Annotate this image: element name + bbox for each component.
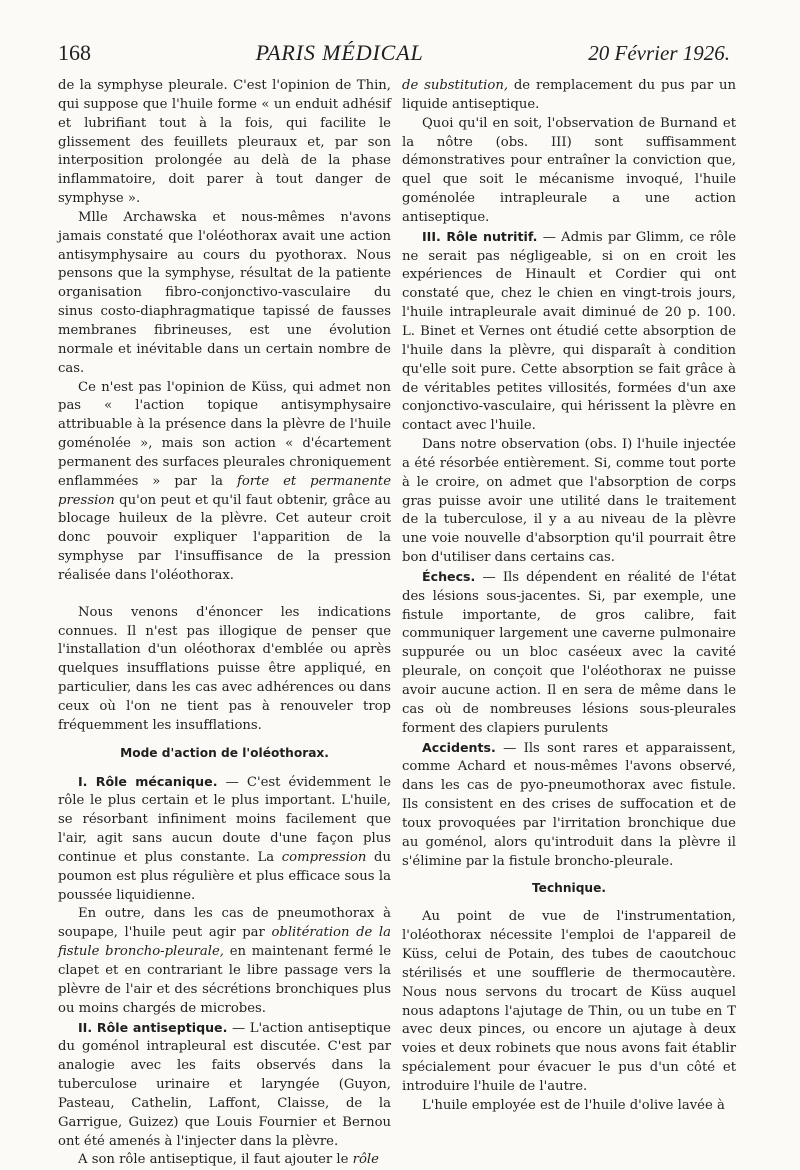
run-in-heading: III. Rôle nutritif. bbox=[422, 228, 538, 244]
paragraph bbox=[58, 905, 391, 1018]
running-header bbox=[58, 38, 730, 68]
paragraph: de la symphyse pleurale. C'est l'opinion de Thin, qui suppose que l'huile forme « un enduit adhésif et lubrifiant tout à la fois, qui facilite le glissement des feuillets pleuraux et, par son interposition prolongée au delà de la phase inflammatoire, doit parer à tout danger de symphyse ». bbox=[58, 78, 391, 207]
paragraph bbox=[402, 228, 736, 436]
text-run: du poumon est plus régulière et plus efficace sous la poussée liquidienne. bbox=[58, 849, 391, 903]
paragraph: Au point de vue de l'instrumentation, l'oléothorax nécessite l'emploi de l'appareil de Küss, celui de Potain, des tubes de caoutchouc stérilisés et une soufflerie de thermocautère. Nous nous servons du trocart de Küss auquel nous adaptons l'ajutage de Thin, ou un tube en T avec deux pinces, ou encore un ajutage à deux voies et deux robinets que nous avons fait établir spécialement pour évacuer le pus d'un côté et introduire l'huile de l'autre. bbox=[402, 909, 736, 1094]
paragraph bbox=[402, 739, 736, 872]
paragraph: Quoi qu'il en soit, l'observation de Burnand et la nôtre (obs. III) sont suffisamment démonstratives pour entraîner la conviction que, quel que soit le mécanisme invoqué, l'huile goménolée intrapleurale a une action antiseptique. bbox=[402, 115, 736, 225]
text-run: — C'est évidemment le rôle le plus certain et le plus important. L'huile, se résorbant infiniment moins facilement que l'air, agit sans aucun doute d'une façon plus continue et plus constante. La bbox=[58, 774, 391, 865]
paragraph bbox=[402, 77, 736, 115]
run-in-heading: Accidents. bbox=[422, 739, 496, 755]
text-run: Ce n'est pas l'opinion de Küss, qui admet non pas « l'action topique antisymphysaire attribuable à la présence dans la plèvre de l'huile goménolée », mais son action « d'écartement permanent des surfaces pleurales chroniquement enflammées » par la bbox=[58, 379, 391, 489]
paragraph bbox=[58, 773, 391, 906]
left-column bbox=[58, 77, 391, 1170]
issue-date: 20 Février 1926. bbox=[588, 40, 730, 65]
text-run: En outre, dans les cas de pneumothorax à soupape, l'huile peut agir par bbox=[58, 906, 391, 941]
paragraph bbox=[58, 1151, 391, 1170]
right-column bbox=[402, 77, 736, 1116]
paragraph bbox=[58, 1019, 391, 1152]
run-in-heading: Échecs. bbox=[422, 568, 476, 584]
paragraph: Mlle Archawska et nous-mêmes n'avons jamais constaté que l'oléothorax avait une action antisymphysaire au cours du pyothorax. Nous pensons que la symphyse, résultat de la patiente organisation fibro-conjonctivo-vasculaire du sinus costo-diaphragmatique tapissé de fausses membranes fibrineuses, est une évolution normale et inévitable dans un certain nombre de cas. bbox=[58, 209, 391, 376]
paragraph: Nous venons d'énoncer les indications connues. Il n'est pas illogique de penser que l'installation d'un oléothorax d'emblée ou après quelques insufflations puisse être appliqué, en particulier, dans les cas avec adhérences ou dans ceux où l'on ne tient pas à renouveler trop fréquemment les insufflations. bbox=[58, 604, 391, 733]
italic-text: rôle bbox=[352, 1152, 379, 1168]
text-run: en maintenant fermé le clapet et en contrariant le libre passage vers la plèvre de l'air et des sécrétions bronchiques plus ou moins chargés de microbes. bbox=[58, 944, 391, 1016]
text-run: qu'on peut et qu'il faut obtenir, grâce au blocage huileux de la plèvre. Cet auteur croit donc pouvoir expliquer l'apparition de la symphyse par l'insuffisance de la pression réalisée dans l'oléothorax. bbox=[58, 492, 391, 583]
spacer bbox=[58, 586, 391, 604]
journal-title: PARIS MÉDICAL bbox=[255, 40, 424, 65]
text-run: — Ils dépendent en réalité de l'état des lésions sous-jacentes. Si, par exemple, une fistule importante, de gros calibre, fait communiquer largement une caverne pulmonaire suppurée ou un bloc caséeux avec la cavité pleurale, on conçoit que l'oléothorax ne puisse avoir aucune action. Il en sera de même dans le cas où de nombreuses lésions sous-pleurales forment des clapiers purulents bbox=[402, 569, 736, 736]
text-run: — L'action antiseptique du goménol intrapleural est discutée. C'est par analogie avec les faits observés dans la tuberculose urinaire et laryngée (Guyon, Pasteau, Cathelin, Laffont, Claisse, de la Garrigue, Guizez) que Louis Fournier et Bernou ont été amenés à l'injecter dans la plèvre. bbox=[58, 1020, 391, 1149]
italic-text: forte et permanente pression bbox=[58, 473, 391, 508]
paragraph bbox=[58, 379, 391, 586]
italic-text: de substitution, bbox=[402, 78, 509, 93]
text-run: — Admis par Glimm, ce rôle ne serait pas négligeable, si on en croit les expériences de Hinault et Cordier qui ont constaté que, chez le chien en vingt-trois jours, l'huile intrapleurale avait diminué de 20 p. 100. L. Binet et Vernes ont étudié cette absorption de l'huile dans la plèvre, qui disparaît à condition qu'elle soit pure. Cette absorption se fait grâce à de véritables petites villosités, formées d'un axe conjonctivo-vasculaire, qui hérissent la plèvre en contact avec l'huile. bbox=[402, 229, 736, 434]
page-number: 168 bbox=[58, 40, 91, 65]
paragraph: L'huile employée est de l'huile d'olive lavée à bbox=[422, 1097, 725, 1113]
paragraph bbox=[402, 568, 736, 739]
text-run: — Ils sont rares et apparaissent, comme Achard et nous-mêmes l'avons observé, dans les cas de pyo-pneumothorax avec fistule. Ils consistent en des crises de suffocation et de toux provoquées par l'irritation bronchique due au goménol, alors qu'introduit dans la plèvre il s'élimine par la fistule broncho-pleurale. bbox=[402, 740, 736, 869]
run-in-heading: II. Rôle antiseptique. bbox=[78, 1019, 228, 1035]
run-in-heading: I. Rôle mécanique. bbox=[78, 773, 218, 789]
text-run: de remplacement du pus par un liquide antiseptique. bbox=[402, 78, 736, 112]
section-heading: Technique. bbox=[531, 881, 606, 896]
italic-text: oblitération de la fistule broncho-pleurale, bbox=[58, 925, 391, 960]
italic-text: compression bbox=[281, 849, 367, 865]
paragraph: Dans notre observation (obs. I) l'huile injectée a été résorbée entièrement. Si, comme tout porte à le croire, on admet que l'absorption de corps gras puisse avoir une utilité dans le traitement de la tuberculose, il y a au niveau de la plèvre une voie nouvelle d'absorption qu'il pourrait être bon d'utiliser dans certains cas. bbox=[402, 437, 736, 566]
text-run: A son rôle antiseptique, il faut ajouter le bbox=[78, 1152, 353, 1168]
section-heading: Mode d'action de l'oléothorax. bbox=[120, 745, 329, 760]
